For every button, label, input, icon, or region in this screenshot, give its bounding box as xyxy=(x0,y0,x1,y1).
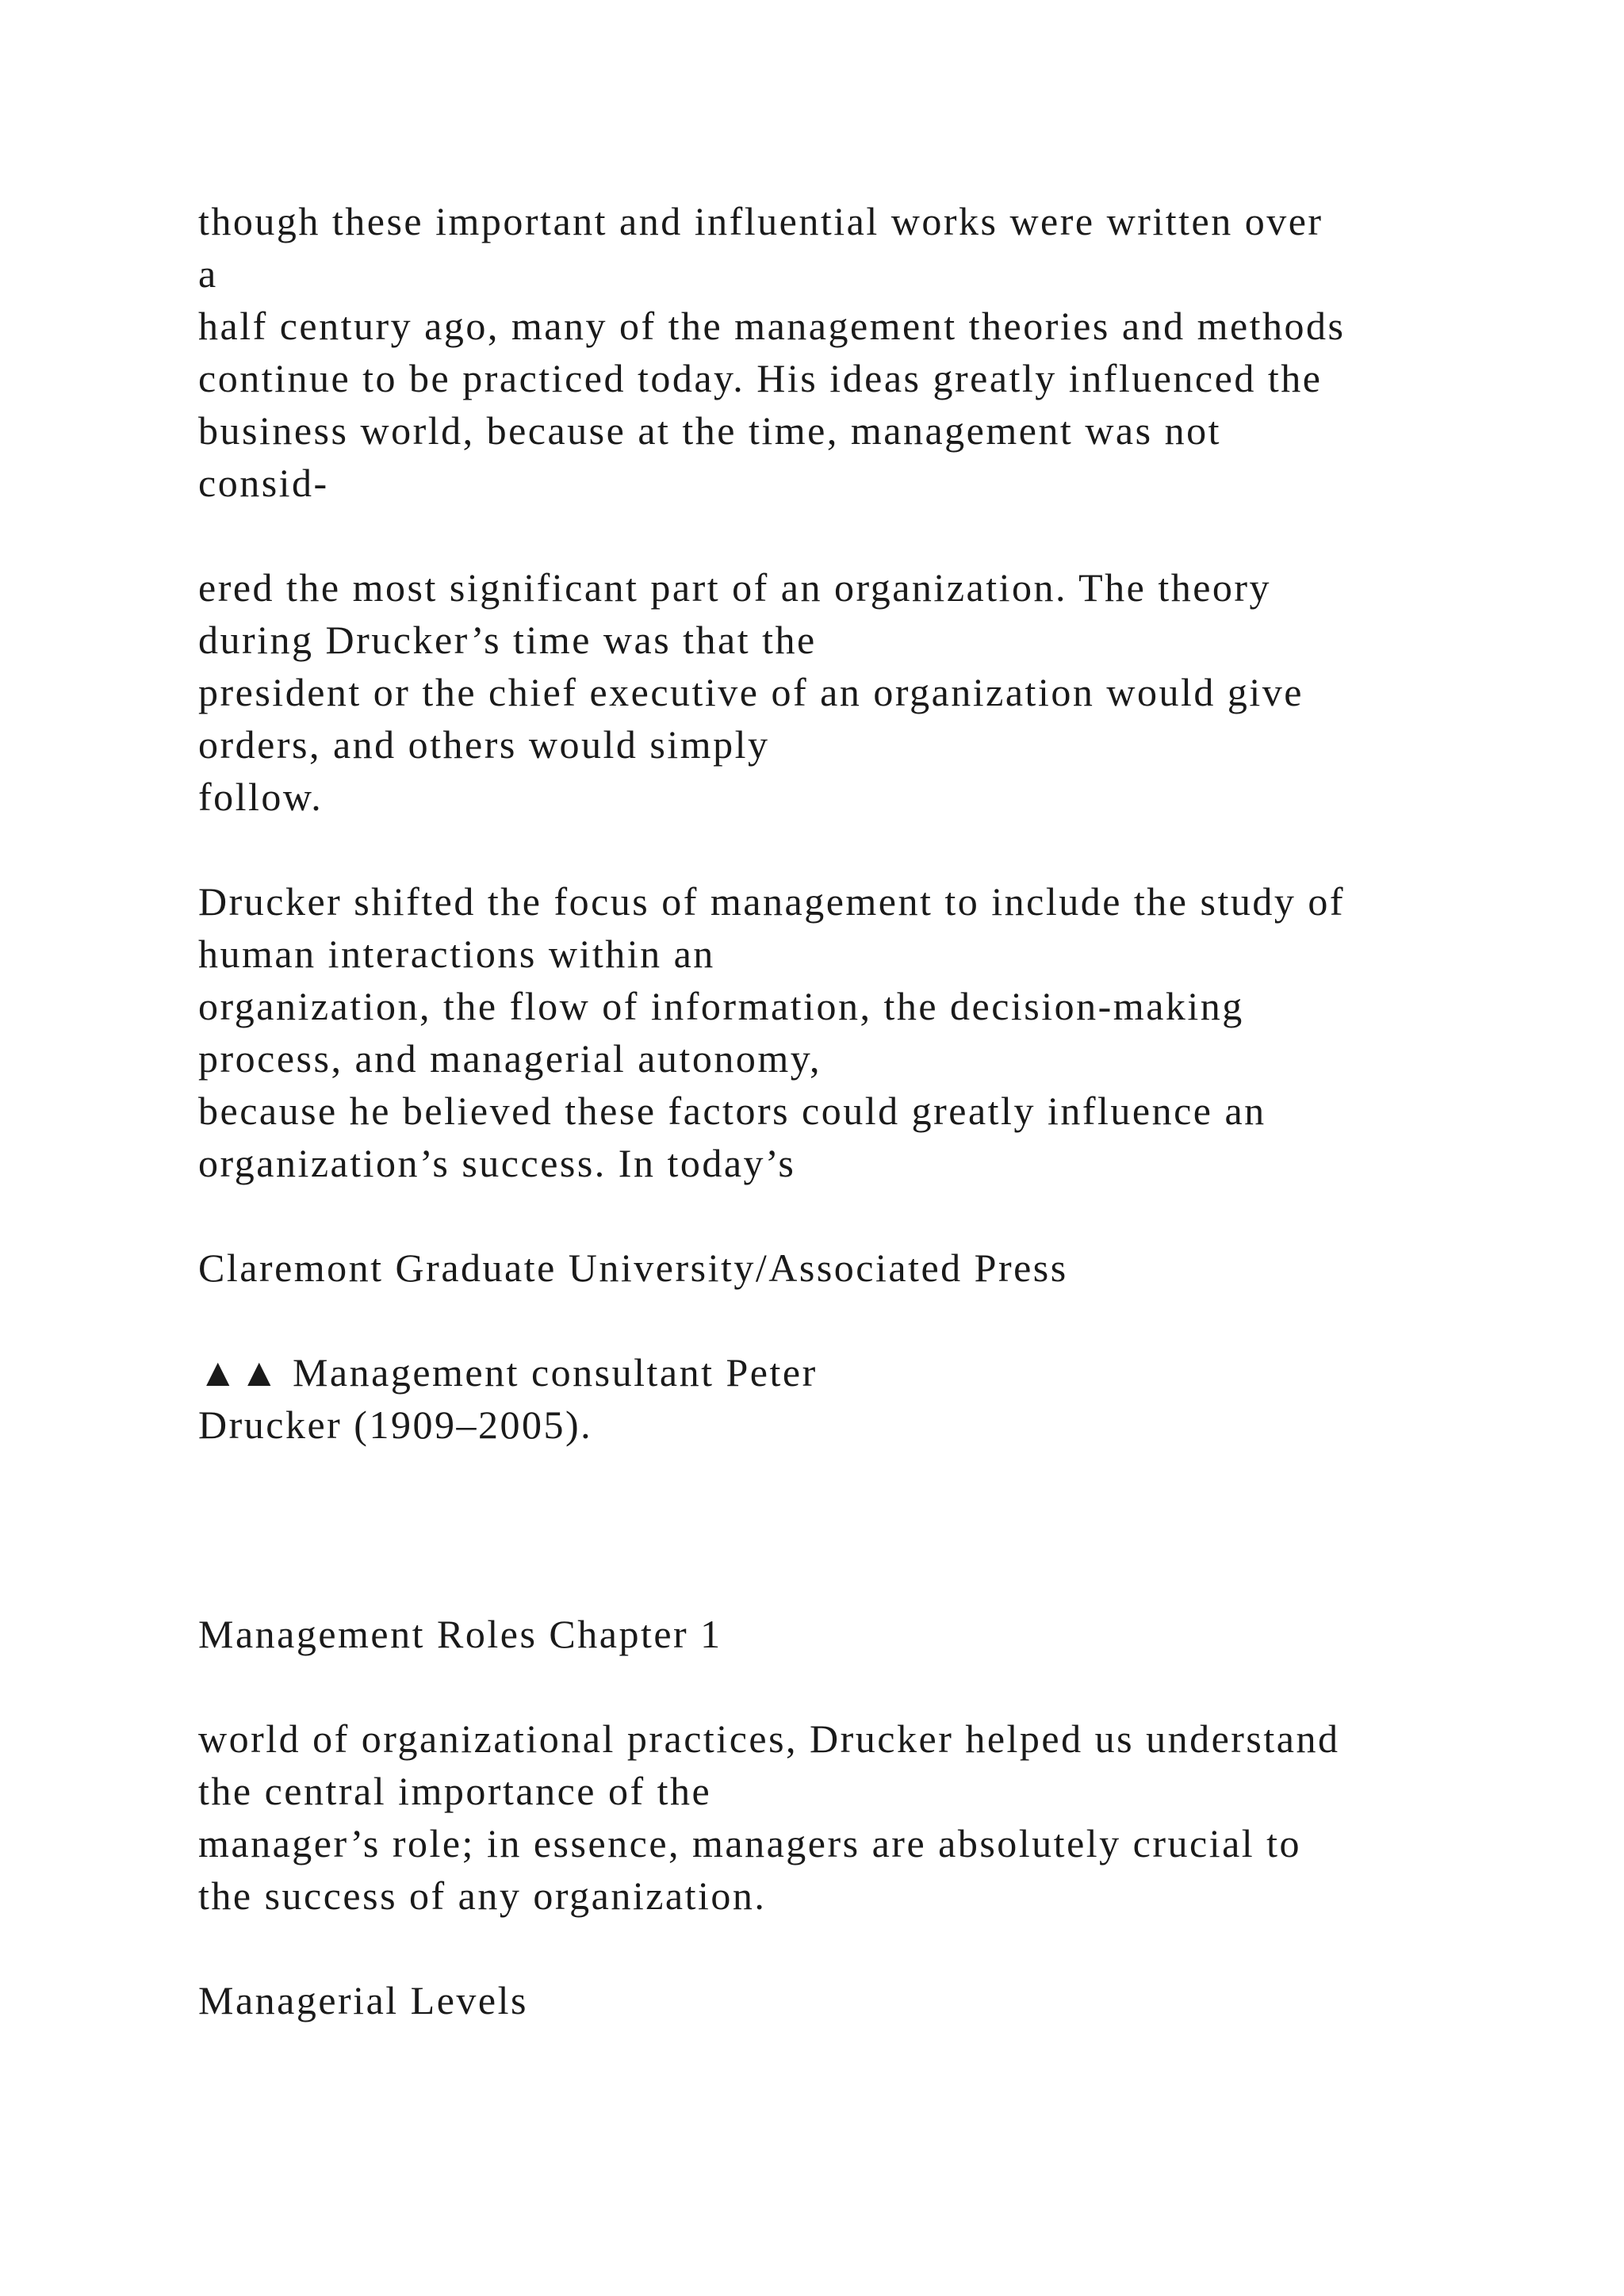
text-line: Drucker shifted the focus of management to include the study of xyxy=(198,879,1346,924)
paragraph-gap xyxy=(198,1556,1562,1608)
paragraph xyxy=(198,195,1562,509)
text-line: ered the most significant part of an organization. The theory xyxy=(198,565,1272,610)
paragraph-gap xyxy=(198,823,1562,875)
text-line: Drucker (1909–2005). xyxy=(198,1402,593,1447)
text-line: continue to be practiced today. His ideas greatly influenced the xyxy=(198,356,1323,400)
text-line: world of organizational practices, Drucker helped us understand xyxy=(198,1716,1340,1761)
paragraph-gap xyxy=(198,1503,1562,1556)
document-body xyxy=(198,195,1562,2026)
text-line: business world, because at the time, management was not xyxy=(198,408,1221,453)
text-line: half century ago, many of the management theories and methods xyxy=(198,304,1346,348)
paragraph-gap xyxy=(198,1660,1562,1712)
text-line: orders, and others would simply xyxy=(198,722,770,767)
text-line: though these important and influential works were written over xyxy=(198,199,1323,243)
text-line: the central importance of the xyxy=(198,1769,712,1813)
section-heading: Managerial Levels xyxy=(198,1978,528,2022)
text-line: during Drucker’s time was that the xyxy=(198,618,817,662)
text-line: manager’s role; in essence, managers are absolutely crucial to xyxy=(198,1821,1302,1866)
photo-credit: Claremont Graduate University/Associated Press xyxy=(198,1246,1068,1290)
figure-caption xyxy=(198,1346,1562,1451)
text-line: the success of any organization. xyxy=(198,1873,767,1918)
text-line: consid- xyxy=(198,461,329,505)
paragraph-gap xyxy=(198,1294,1562,1346)
text-line: organization, the flow of information, the decision-making xyxy=(198,984,1244,1028)
text-line: president or the chief executive of an organization would give xyxy=(198,670,1304,714)
paragraph xyxy=(198,875,1562,1189)
paragraph-gap xyxy=(198,1189,1562,1242)
text-line: a xyxy=(198,251,218,296)
paragraph xyxy=(198,1712,1562,1922)
text-line: organization’s success. In today’s xyxy=(198,1141,796,1185)
text-line: because he believed these factors could greatly influence an xyxy=(198,1089,1266,1133)
paragraph-gap xyxy=(198,509,1562,561)
paragraph-gap xyxy=(198,1922,1562,1974)
paragraph xyxy=(198,561,1562,823)
paragraph-gap xyxy=(198,1451,1562,1503)
text-line: follow. xyxy=(198,775,324,819)
text-line: process, and managerial autonomy, xyxy=(198,1036,822,1081)
text-line: ▲▲ Management consultant Peter xyxy=(198,1350,818,1395)
running-header: Management Roles Chapter 1 xyxy=(198,1612,722,1656)
text-line: human interactions within an xyxy=(198,932,715,976)
